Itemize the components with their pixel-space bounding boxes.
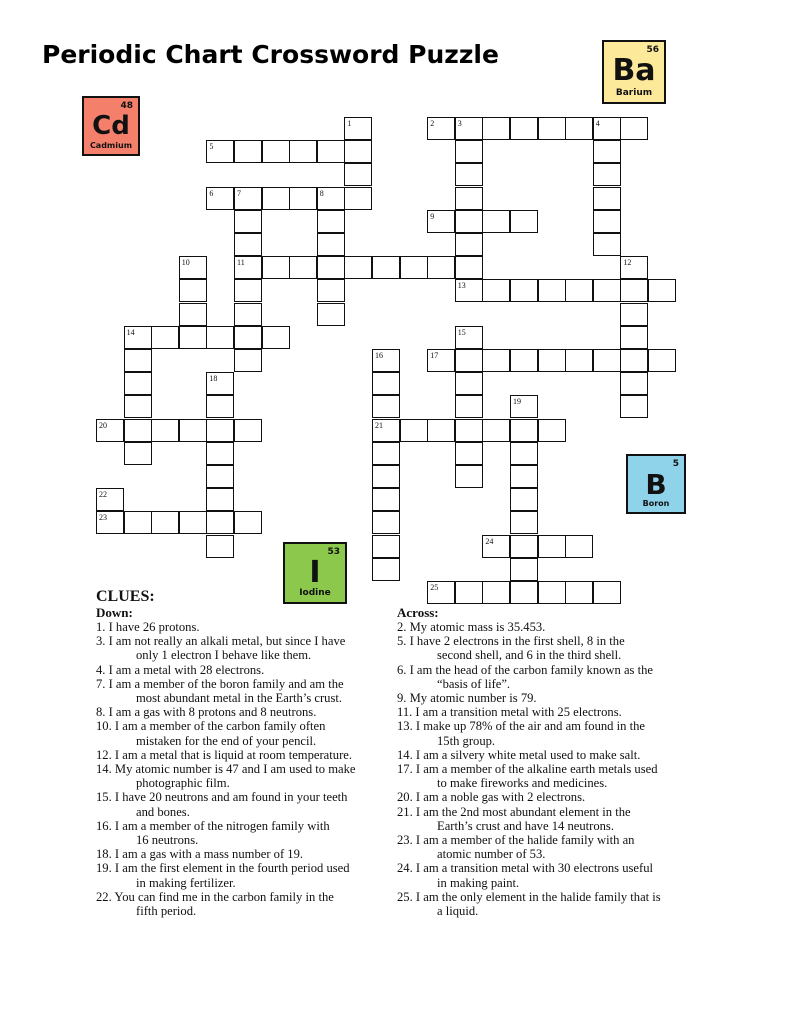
clue-text: 19. I am the first element in the fourth period used [96,861,350,876]
crossword-cell[interactable] [455,256,483,279]
crossword-cell[interactable] [593,117,621,140]
crossword-cell[interactable] [234,419,262,442]
crossword-cell[interactable] [510,535,538,558]
crossword-cell[interactable] [179,279,207,302]
clue-text: 15. I have 20 neutrons and am found in your teeth [96,790,348,805]
clue-item [397,890,697,918]
crossword-cell[interactable] [400,419,428,442]
cell-number: 16 [375,351,383,360]
clue-item [397,762,697,790]
clue-continuation: Earth’s crust and have 14 neutrons. [437,818,614,833]
across-heading: Across: [397,605,439,620]
crossword-cell[interactable] [96,488,124,511]
crossword-cell[interactable] [96,419,124,442]
crossword-cell[interactable] [510,511,538,534]
crossword-cell[interactable] [234,210,262,233]
clue-item [96,847,396,861]
crossword-cell[interactable] [455,326,483,349]
cell-number: 2 [430,119,435,128]
crossword-cell[interactable] [372,256,400,279]
clue-item [397,861,697,889]
crossword-cell[interactable] [593,233,621,256]
crossword-cell[interactable] [234,233,262,256]
crossword-cell[interactable] [510,558,538,581]
crossword-cell[interactable] [372,419,400,442]
crossword-cell[interactable] [262,256,290,279]
clue-item [96,861,396,889]
crossword-cell[interactable] [206,511,234,534]
clue-item [397,620,697,634]
crossword-cell[interactable] [124,326,152,349]
clue-item [96,790,396,818]
clue-text: 18. I am a gas with a mass number of 19. [96,847,304,862]
across-clues [397,605,697,918]
crossword-cell[interactable] [455,163,483,186]
page-title: Periodic Chart Crossword Puzzle [42,40,499,69]
crossword-cell[interactable] [317,303,345,326]
crossword-cell[interactable] [482,535,510,558]
clue-text: 23. I am a member of the halide family with an [397,833,635,848]
clue-item [96,748,396,762]
crossword-cell[interactable] [620,256,648,279]
crossword-cell[interactable] [124,395,152,418]
element-name: Iodine [299,588,331,598]
cell-number: 22 [99,490,107,500]
crossword-cell[interactable] [565,279,593,302]
cell-number: 8 [319,188,324,198]
crossword-cell[interactable] [262,140,290,163]
clue-item [96,634,396,662]
crossword-cell[interactable] [96,511,124,534]
crossword-cell[interactable] [234,279,262,302]
crossword-cell[interactable] [620,372,648,395]
cell-number: 24 [485,536,494,546]
clue-text: 17. I am a member of the alkaline earth metals used [397,762,658,777]
crossword-cell[interactable] [593,349,621,372]
crossword-cell[interactable] [648,349,676,372]
cell-number: 5 [209,142,214,152]
clue-item [397,719,697,747]
crossword-cell[interactable] [427,349,455,372]
crossword-cell[interactable] [455,279,483,302]
crossword-cell[interactable] [510,279,538,302]
crossword-cell[interactable] [151,326,179,349]
clue-item [397,790,697,804]
crossword-cell[interactable] [372,372,400,395]
element-symbol: Cd [92,111,130,141]
element-symbol: I [309,555,321,590]
crossword-cell[interactable] [124,349,152,372]
crossword-cell[interactable] [593,187,621,210]
crossword-cell[interactable] [455,349,483,372]
crossword-cell[interactable] [510,395,538,418]
crossword-cell[interactable] [372,558,400,581]
crossword-cell[interactable] [538,535,566,558]
down-heading: Down: [96,605,133,620]
crossword-cell[interactable] [482,279,510,302]
crossword-cell[interactable] [344,140,372,163]
crossword-cell[interactable] [455,140,483,163]
crossword-cell[interactable] [372,488,400,511]
clue-continuation: atomic number of 53. [437,847,546,862]
crossword-cell[interactable] [317,256,345,279]
element-symbol: B [645,468,667,501]
crossword-cell[interactable] [179,326,207,349]
crossword-cell[interactable] [565,117,593,140]
crossword-cell[interactable] [317,187,345,210]
crossword-cell[interactable] [317,210,345,233]
crossword-cell[interactable] [620,279,648,302]
crossword-cell[interactable] [593,163,621,186]
crossword-cell[interactable] [372,511,400,534]
crossword-cell[interactable] [648,279,676,302]
clue-item [96,890,396,918]
clue-text: 3. I am not really an alkali metal, but since I have [96,634,346,649]
clue-item [397,833,697,861]
crossword-cell[interactable] [344,163,372,186]
cell-number: 19 [513,397,521,407]
crossword-cell[interactable] [510,442,538,465]
crossword-cell[interactable] [234,511,262,534]
crossword-cell[interactable] [151,419,179,442]
crossword-cell[interactable] [510,581,538,604]
cell-number: 6 [209,188,214,198]
clue-continuation: fifth period. [136,904,197,919]
crossword-cell[interactable] [206,465,234,488]
crossword-cell[interactable] [124,372,152,395]
crossword-cell[interactable] [206,535,234,558]
crossword-cell[interactable] [482,117,510,140]
crossword-cell[interactable] [538,419,566,442]
crossword-cell[interactable] [427,419,455,442]
element-name: Boron [642,499,670,508]
crossword-cell[interactable] [565,535,593,558]
crossword-cell[interactable] [234,256,262,279]
cell-number: 12 [623,258,632,268]
clue-text: 25. I am the only element in the halide family that is [397,889,661,904]
crossword-cell[interactable] [289,140,317,163]
crossword-cell[interactable] [455,395,483,418]
crossword-cell[interactable] [344,187,372,210]
clue-continuation: in making paint. [437,875,520,890]
crossword-cell[interactable] [179,303,207,326]
crossword-cell[interactable] [455,187,483,210]
clue-item [96,762,396,790]
atomic-number: 5 [672,459,679,469]
crossword-cell[interactable] [234,187,262,210]
clue-continuation: in making fertilizer. [136,875,236,890]
clue-text: 4. I am a metal with 28 electrons. [96,662,265,677]
crossword-cell[interactable] [620,303,648,326]
cell-number: 10 [181,258,190,268]
clue-continuation: only 1 electron I behave like them. [136,648,312,663]
cell-number: 14 [126,327,135,337]
clue-text: 10. I am a member of the carbon family often [96,719,326,734]
crossword-cell[interactable] [455,210,483,233]
clue-item [96,705,396,719]
clue-continuation: to make fireworks and medicines. [437,776,608,791]
crossword-cell[interactable] [317,233,345,256]
atomic-number: 56 [646,45,659,55]
cell-number: 3 [457,119,462,128]
crossword-cell[interactable] [427,210,455,233]
clue-text: 14. My atomic number is 47 and I am used to make [96,762,356,777]
clue-item [96,663,396,677]
crossword-cell[interactable] [482,581,510,604]
crossword-cell[interactable] [372,442,400,465]
crossword-cell[interactable] [427,117,455,140]
crossword-cell[interactable] [179,256,207,279]
element-symbol: Ba [612,53,656,88]
element-name: Barium [615,88,653,98]
clue-continuation: 15th group. [437,733,496,748]
crossword-cell[interactable] [455,465,483,488]
crossword-cell[interactable] [400,256,428,279]
crossword-cell[interactable] [510,419,538,442]
crossword-cell[interactable] [482,210,510,233]
clue-item [397,634,697,662]
crossword-cell[interactable] [510,488,538,511]
cell-number: 17 [430,351,439,360]
crossword-cell[interactable] [455,372,483,395]
cell-number: 7 [237,188,241,198]
cell-number: 23 [99,513,107,523]
clue-continuation: “basis of life”. [437,676,511,691]
crossword-cell[interactable] [538,279,566,302]
crossword-cell[interactable] [593,210,621,233]
crossword-cell[interactable] [206,140,234,163]
cell-number: 1 [347,119,352,128]
clue-text: 7. I am a member of the boron family and am the [96,676,344,691]
crossword-cell[interactable] [482,419,510,442]
clue-item [397,805,697,833]
clue-text: 8. I am a gas with 8 protons and 8 neutrons. [96,705,317,720]
clue-continuation: 16 neutrons. [136,833,199,848]
clue-text: 5. I have 2 electrons in the first shell, 8 in the [397,634,625,649]
clue-text: 6. I am the head of the carbon family known as the [397,662,653,677]
crossword-cell[interactable] [124,442,152,465]
clue-text: 11. I am a transition metal with 25 electrons. [397,705,622,720]
crossword-cell[interactable] [593,279,621,302]
crossword-cell[interactable] [510,465,538,488]
crossword-cell[interactable] [372,535,400,558]
crossword-cell[interactable] [565,349,593,372]
crossword-cell[interactable] [455,233,483,256]
crossword-cell[interactable] [151,511,179,534]
crossword-cell[interactable] [124,419,152,442]
crossword-cell[interactable] [538,349,566,372]
crossword-cell[interactable] [206,442,234,465]
crossword-cell[interactable] [206,372,234,395]
crossword-cell[interactable] [317,279,345,302]
atomic-number: 53 [327,547,340,557]
crossword-cell[interactable] [482,349,510,372]
clue-text: 24. I am a transition metal with 30 electrons useful [397,861,654,876]
clue-text: 2. My atomic mass is 35.453. [397,620,546,634]
cell-number: 25 [430,583,439,592]
crossword-cell[interactable] [234,303,262,326]
cell-number: 13 [457,281,466,291]
clue-item [96,620,396,634]
cell-number: 4 [595,119,600,128]
crossword-cell[interactable] [593,581,621,604]
clue-continuation: mistaken for the end of your pencil. [136,733,317,748]
crossword-cell[interactable] [620,326,648,349]
crossword-cell[interactable] [262,326,290,349]
crossword-cell[interactable] [262,187,290,210]
cell-number: 20 [99,420,107,430]
clue-item [96,677,396,705]
clue-item [397,663,697,691]
cell-number: 9 [430,211,435,221]
clue-text: 12. I am a metal that is liquid at room temperature. [96,747,352,762]
crossword-cell[interactable] [206,395,234,418]
crossword-cell[interactable] [455,117,483,140]
crossword-cell[interactable] [234,326,262,349]
clue-continuation: second shell, and 6 in the third shell. [437,648,622,663]
clues-heading: CLUES: [96,588,155,605]
crossword-cell[interactable] [427,581,455,604]
crossword-cell[interactable] [372,349,400,372]
element-name: Cadmium [89,141,133,150]
crossword-cell[interactable] [538,581,566,604]
crossword-cell[interactable] [124,511,152,534]
crossword-cell[interactable] [510,210,538,233]
cell-number: 15 [457,327,466,337]
crossword-cell[interactable] [344,117,372,140]
down-clues [96,605,396,918]
crossword-cell[interactable] [344,256,372,279]
clue-text: 16. I am a member of the nitrogen family with [96,818,330,833]
crossword-cell[interactable] [179,419,207,442]
crossword-cell[interactable] [289,256,317,279]
crossword-cell[interactable] [620,117,648,140]
crossword-cell[interactable] [372,465,400,488]
cell-number: 21 [375,420,383,430]
crossword-cell[interactable] [455,419,483,442]
crossword-cell[interactable] [317,140,345,163]
cell-number: 18 [209,374,218,384]
clue-continuation: a liquid. [437,904,479,919]
crossword-cell[interactable] [427,256,455,279]
clue-item [397,748,697,762]
clue-continuation: photographic film. [136,776,230,791]
clue-item [397,705,697,719]
clue-text: 9. My atomic number is 79. [397,691,537,706]
crossword-cell[interactable] [538,117,566,140]
crossword-cell[interactable] [206,326,234,349]
atomic-number: 48 [120,101,133,111]
clue-text: 21. I am the 2nd most abundant element in the [397,804,631,819]
clue-text: 22. You can find me in the carbon family in the [96,889,334,904]
clue-text: 1. I have 26 protons. [96,620,200,634]
crossword-cell[interactable] [289,187,317,210]
clue-item [397,691,697,705]
crossword-cell[interactable] [510,117,538,140]
crossword-cell[interactable] [179,511,207,534]
crossword-cell[interactable] [620,395,648,418]
crossword-cell[interactable] [593,140,621,163]
crossword-cell[interactable] [206,187,234,210]
crossword-cell[interactable] [234,349,262,372]
clue-text: 13. I make up 78% of the air and am found in the [397,719,645,734]
crossword-cell[interactable] [510,349,538,372]
clue-item [96,819,396,847]
clue-continuation: most abundant metal in the Earth’s crust. [136,691,343,706]
crossword-cell[interactable] [234,140,262,163]
crossword-cell[interactable] [620,349,648,372]
crossword-cell[interactable] [206,488,234,511]
crossword-cell[interactable] [455,442,483,465]
cell-number: 11 [237,258,245,268]
clue-continuation: and bones. [136,804,190,819]
clue-text: 20. I am a noble gas with 2 electrons. [397,790,586,805]
crossword-cell[interactable] [565,581,593,604]
crossword-cell[interactable] [206,419,234,442]
clue-item [96,719,396,747]
clue-text: 14. I am a silvery white metal used to make salt. [397,747,641,762]
crossword-cell[interactable] [455,581,483,604]
crossword-cell[interactable] [372,395,400,418]
